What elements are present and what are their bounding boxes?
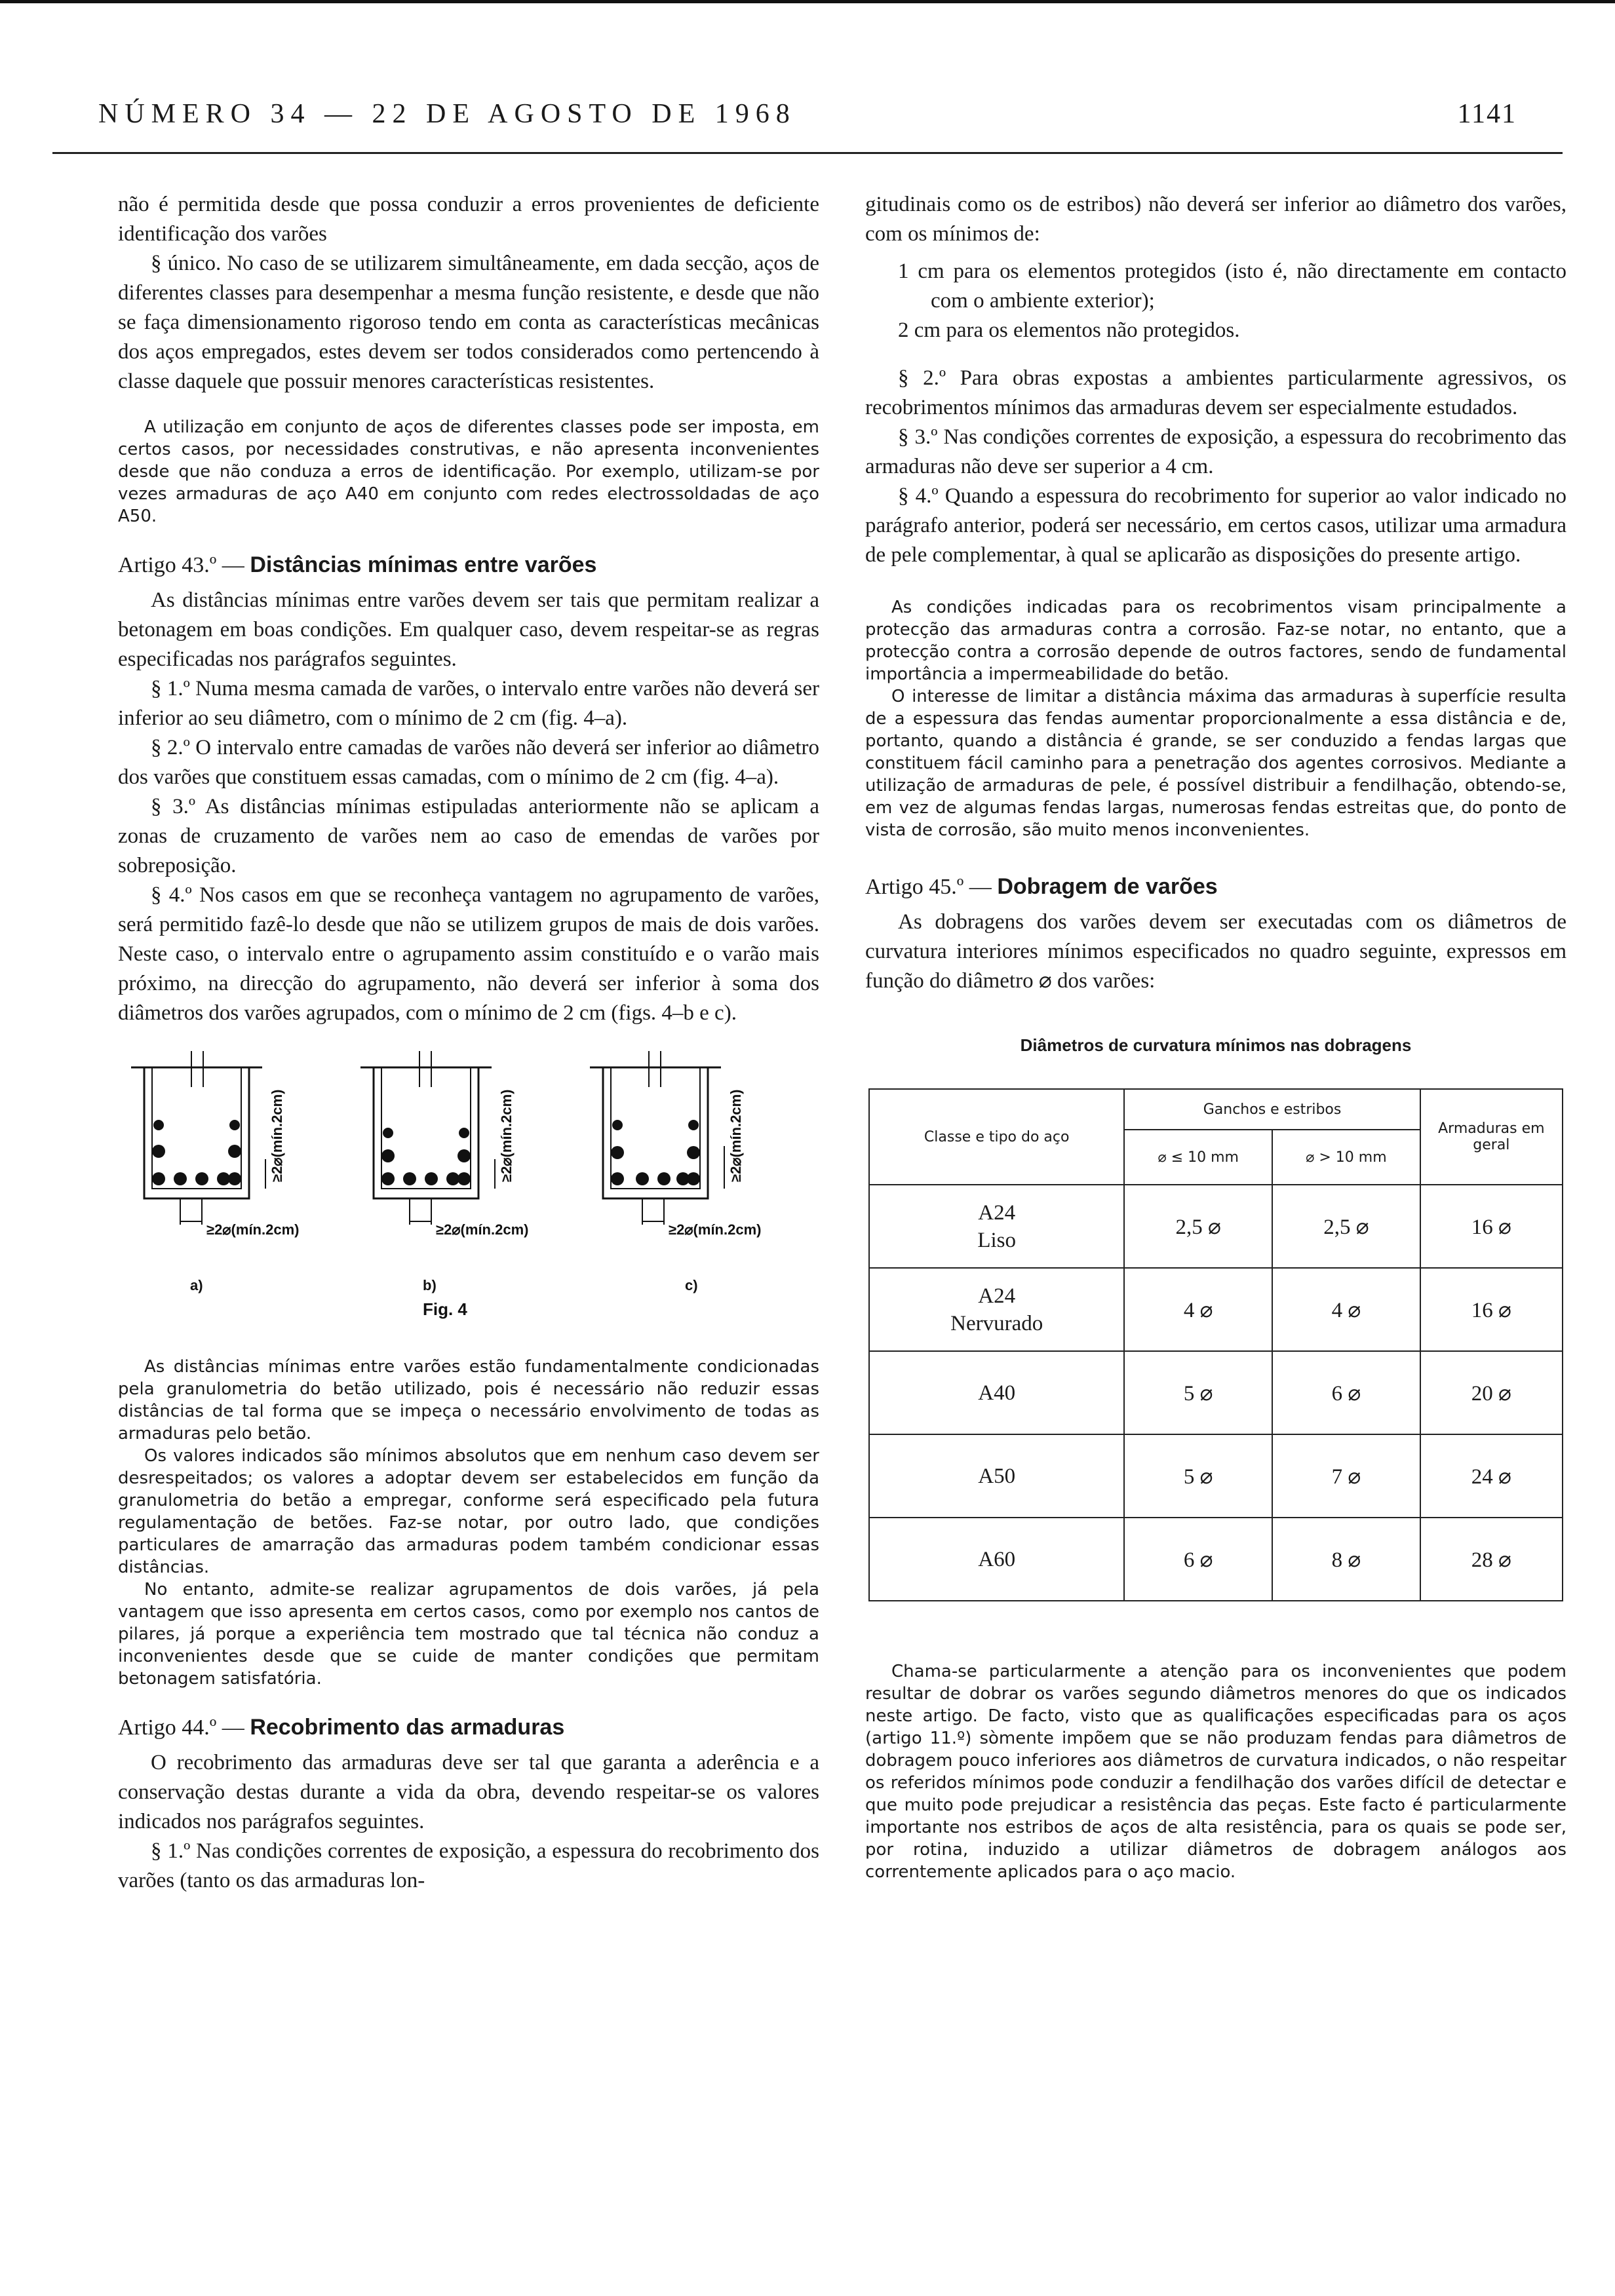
cell-general: 24 ⌀	[1420, 1434, 1563, 1518]
subfigure-label-b: b)	[423, 1277, 437, 1293]
cell-class	[869, 1268, 1124, 1351]
paragraph: O recobrimento das armaduras deve ser tal que garanta a aderência e a conservação destas durante a vida da obra, devendo respeitar-se os valores indicados nos parágrafos seguintes.	[118, 1751, 819, 1833]
list-item: 1 cm para os elementos protegidos (isto é, não directamente em contacto com o ambiente exterior);	[898, 259, 1566, 313]
steel-type: Nervurado	[950, 1311, 1043, 1335]
paragraph: § 1.º Nas condições correntes de exposição, a espessura do recobrimento dos varões (tanto os das armaduras lon-	[118, 1839, 819, 1892]
rebar	[657, 1172, 671, 1185]
steel-class: A24	[978, 1284, 1016, 1308]
cell-general: 16 ⌀	[1420, 1185, 1563, 1268]
rebar	[152, 1172, 165, 1185]
list-item: 2 cm para os elementos não protegidos.	[898, 318, 1240, 342]
cell-large: 6 ⌀	[1272, 1351, 1420, 1434]
paragraph: § 4.º Nos casos em que se reconheça vantagem no agrupamento de varões, será permitido fazê-lo desde que não se utilizem grupos de mais de dois varões. Neste caso, o intervalo entre o agrupamento assim constituído e o varão mais próximo, na direcção do agrupamento, não deverá ser inferior à soma dos diâmetros dos varões agrupados, com o mínimo de 2 cm (figs. 4–b e c).	[118, 883, 819, 1025]
paragraph: § 3.º As distâncias mínimas estipuladas anteriormente não se aplicam a zonas de cruzamento de varões nem ao caso de emendas de varões por sobreposição.	[118, 795, 819, 877]
rebar	[383, 1128, 393, 1138]
cell-general: 16 ⌀	[1420, 1268, 1563, 1351]
header-hooks-stirrups: Ganchos e estribos	[1124, 1089, 1420, 1130]
stirrup	[381, 1067, 471, 1189]
figure-caption: Fig. 4	[423, 1299, 467, 1319]
header-class: Classe e tipo do aço	[869, 1089, 1124, 1185]
rebar	[228, 1145, 241, 1158]
paragraph: As dobragens dos varões devem ser executadas com os diâmetros de curvatura interiores mínimos especificados no quadro seguinte, expressos em função do diâmetro ⌀ dos varões:	[865, 910, 1566, 993]
cell-large: 7 ⌀	[1272, 1434, 1420, 1518]
rebar	[688, 1120, 699, 1130]
cell-class	[869, 1434, 1124, 1518]
rebar	[229, 1120, 240, 1130]
steel-class: A40	[978, 1381, 1016, 1405]
page-header	[98, 98, 1517, 144]
note: As distâncias mínimas entre varões estão fundamentalmente condicionadas pela granulometria do betão utilizado, pois é necessário não reduzir essas distâncias de tal forma que se impeça o necessário envolvimento de todas as armaduras pelo betão.	[118, 1357, 819, 1444]
rebar	[425, 1172, 438, 1185]
issue-title: NÚMERO 34 — 22 DE AGOSTO DE 1968	[98, 99, 796, 129]
stirrup-hook	[419, 1051, 431, 1087]
table-row	[869, 1351, 1563, 1434]
dim-label-vertical: ≥2⌀(mín.2cm)	[498, 1089, 515, 1182]
bending-diameters-table	[868, 1088, 1563, 1601]
cell-class	[869, 1518, 1124, 1601]
table-title: Diâmetros de curvatura mínimos nas dobragens	[1020, 1035, 1412, 1055]
stirrup	[152, 1067, 241, 1189]
figure-4-drawing	[118, 1048, 819, 1356]
dim-label-horizontal: ≥2⌀(mín.2cm)	[206, 1221, 300, 1238]
cell-general: 20 ⌀	[1420, 1351, 1563, 1434]
paragraph: § 3.º Nas condições correntes de exposição, a espessura do recobrimento das armaduras não deve ser superior a 4 cm.	[865, 425, 1566, 478]
rebar	[228, 1172, 241, 1185]
paragraph: § 1.º Numa mesma camada de varões, o intervalo entre varões não deverá ser inferior ao seu diâmetro, com o mínimo de 2 cm (fig. 4–a).	[118, 677, 819, 730]
dim-line-horizontal	[410, 1198, 431, 1225]
article-44-heading	[118, 1715, 819, 1740]
rebar	[457, 1149, 471, 1162]
rebar	[611, 1146, 624, 1159]
cell-small: 6 ⌀	[1124, 1518, 1272, 1601]
steel-type: Liso	[977, 1228, 1017, 1252]
cell-large: 8 ⌀	[1272, 1518, 1420, 1601]
left-column	[118, 190, 819, 1896]
rebar	[611, 1172, 624, 1185]
page-number: 1141	[1457, 99, 1517, 129]
cell-small: 4 ⌀	[1124, 1268, 1272, 1351]
paragraph: § 2.º Para obras expostas a ambientes particularmente agressivos, os recobrimentos mínimos das armaduras devem ser especialmente estudados.	[865, 366, 1566, 419]
rebar	[457, 1172, 471, 1185]
paragraph: § único. No caso de se utilizarem simultâneamente, em dada secção, aços de diferentes classes para desempenhar a mesma função resistente, e desde que não se faça dimensionamento rigoroso tendo em conta as características mecânicas dos aços empregados, estes devem ser todos considerados como pertencendo à classe daquele que possuir menores características resistentes.	[118, 252, 819, 393]
table-row	[869, 1185, 1563, 1268]
dim-line-horizontal	[180, 1198, 202, 1225]
paragraph: não é permitida desde que possa conduzir a erros provenientes de deficiente identificação dos varões	[118, 193, 819, 246]
table-row	[869, 1434, 1563, 1518]
dim-label-horizontal: ≥2⌀(mín.2cm)	[436, 1221, 529, 1238]
rebar	[687, 1172, 700, 1185]
cell-small: 5 ⌀	[1124, 1434, 1272, 1518]
article-45-heading	[865, 874, 1566, 900]
figure-4	[118, 1048, 819, 1356]
article-43-heading	[118, 552, 819, 578]
article-title: Dobragem de varões	[997, 874, 1218, 899]
header-large-diameter: ⌀ > 10 mm	[1272, 1130, 1420, 1185]
dim-label-vertical: ≥2⌀(mín.2cm)	[269, 1089, 285, 1182]
note: A utilização em conjunto de aços de diferentes classes pode ser imposta, em certos casos, por necessidades construtivas, e não apresenta inconvenientes desde que não conduza a erros de identificação. Por exemplo, utilizam-se por vezes armaduras de aço A40 em conjunto com redes electrossoldadas de aço A50.	[118, 417, 819, 526]
subfigure-label-a: a)	[190, 1277, 203, 1293]
rebar	[612, 1120, 623, 1130]
note: No entanto, admite-se realizar agrupamentos de dois varões, já pela vantagem que isso apresenta em certos casos, como por exemplo nos cantos de pilares, já porque a experiência tem mostrado que tal técnica não conduz a inconvenientes desde que se cuide de manter condições que permitam betonagem satisfatória.	[118, 1580, 819, 1689]
steel-class: A60	[978, 1547, 1016, 1571]
rebar	[459, 1128, 469, 1138]
rebar	[381, 1172, 395, 1185]
article-title: Distâncias mínimas entre varões	[250, 552, 597, 577]
paragraph: § 4.º Quando a espessura do recobrimento for superior ao valor indicado no parágrafo anterior, poderá ser necessário, em certos casos, utilizar uma armadura de pele complementar, à qual se aplicarão as disposições do presente artigo.	[865, 484, 1566, 567]
article-number: Artigo 44.º —	[118, 1715, 250, 1740]
note: Os valores indicados são mínimos absolutos que em nenhum caso devem ser desrespeitados; os valores a adoptar devem ser estabelecidos em função da granulometria do betão a empregar, conforme será especificado pela futura regulamentação de betões. Faz-se notar, por outro lado, que condições particulares de amarração das armaduras podem também condicionar essas distâncias.	[118, 1446, 819, 1577]
rebar	[687, 1146, 700, 1159]
cell-large: 2,5 ⌀	[1272, 1185, 1420, 1268]
dim-label-horizontal: ≥2⌀(mín.2cm)	[669, 1221, 762, 1238]
stirrup	[611, 1067, 700, 1189]
paragraph: gitudinais como os de estribos) não deverá ser inferior ao diâmetro dos varões, com os mínimos de:	[865, 193, 1566, 246]
rebar	[403, 1172, 416, 1185]
paragraph: § 2.º O intervalo entre camadas de varões não deverá ser inferior ao diâmetro dos varões que constituem essas camadas, com o mínimo de 2 cm (fig. 4–a).	[118, 736, 819, 789]
table-row	[869, 1268, 1563, 1351]
header-rule	[52, 152, 1563, 154]
note: Chama-se particularmente a atenção para os inconvenientes que podem resultar de dobrar os varões segundo diâmetros menores do que os indicados neste artigo. De facto, visto que as qualificações especificadas para os aços (artigo 11.º) sòmente impõem que se não produzam fendas para diâmetros de dobragem pouco inferiores aos diâmetros de curvatura indicados, o não respeitar os referidos mínimos pode conduzir a fendilhação dos varões difícil de detectar e que muito pode prejudicar a resistência das peças. Este facto é particularmente importante nos estribos de aços de alta resistência, para os quais se pode ser, por rotina, induzido a utilizar diâmetros de dobragem análogos aos correntemente aplicados para o aço macio.	[865, 1662, 1566, 1882]
note: O interesse de limitar a distância máxima das armaduras à superfície resulta de a espessura das fendas aumentar proporcionalmente a essa distância e de, portanto, quando a distância é grande, se ser conduzido a fendas largas que constituem fácil caminho para a penetração dos agentes corrosivos. Mediante a utilização de armaduras de pele, é possível distribuir a fendilhação, obtendo-se, em vez de algumas fendas largas, numerosas fendas estreitas que, do ponto de vista de corrosão, são muito menos inconvenientes.	[865, 687, 1566, 840]
cell-large: 4 ⌀	[1272, 1268, 1420, 1351]
article-number: Artigo 45.º —	[865, 875, 998, 899]
rebar	[153, 1120, 164, 1130]
header-general: Armaduras em geral	[1420, 1089, 1563, 1185]
steel-class: A50	[978, 1464, 1016, 1488]
stirrup-hook	[649, 1051, 661, 1087]
cell-small: 2,5 ⌀	[1124, 1185, 1272, 1268]
cell-small: 5 ⌀	[1124, 1351, 1272, 1434]
table-body	[869, 1185, 1563, 1601]
subfigure-label-c: c)	[685, 1277, 698, 1293]
article-title: Recobrimento das armaduras	[250, 1715, 565, 1740]
rebar	[381, 1149, 395, 1162]
table-row	[869, 1518, 1563, 1601]
header-small-diameter: ⌀ ≤ 10 mm	[1124, 1130, 1272, 1185]
stirrup-hook	[191, 1051, 203, 1087]
top-border-line	[0, 0, 1615, 3]
cell-class	[869, 1351, 1124, 1434]
rebar	[195, 1172, 208, 1185]
paragraph: As distâncias mínimas entre varões devem ser tais que permitam realizar a betonagem em boas condições. Em qualquer caso, devem respeitar-se as regras especificadas nos parágrafos seguintes.	[118, 588, 819, 671]
cell-general: 28 ⌀	[1420, 1518, 1563, 1601]
right-column	[865, 190, 1566, 1883]
dim-label-vertical: ≥2⌀(mín.2cm)	[728, 1089, 744, 1182]
note: As condições indicadas para os recobrimentos visam principalmente a protecção das armaduras contra a corrosão. Faz-se notar, no entanto, que a protecção contra a corrosão depende de outros factores, sendo de fundamental importância a impermeabilidade do betão.	[865, 598, 1566, 684]
rebar	[636, 1172, 649, 1185]
article-number: Artigo 43.º —	[118, 553, 250, 577]
rebar	[174, 1172, 187, 1185]
dim-line-horizontal	[642, 1198, 664, 1225]
steel-class: A24	[978, 1200, 1016, 1225]
cell-class	[869, 1185, 1124, 1268]
rebar	[152, 1145, 165, 1158]
